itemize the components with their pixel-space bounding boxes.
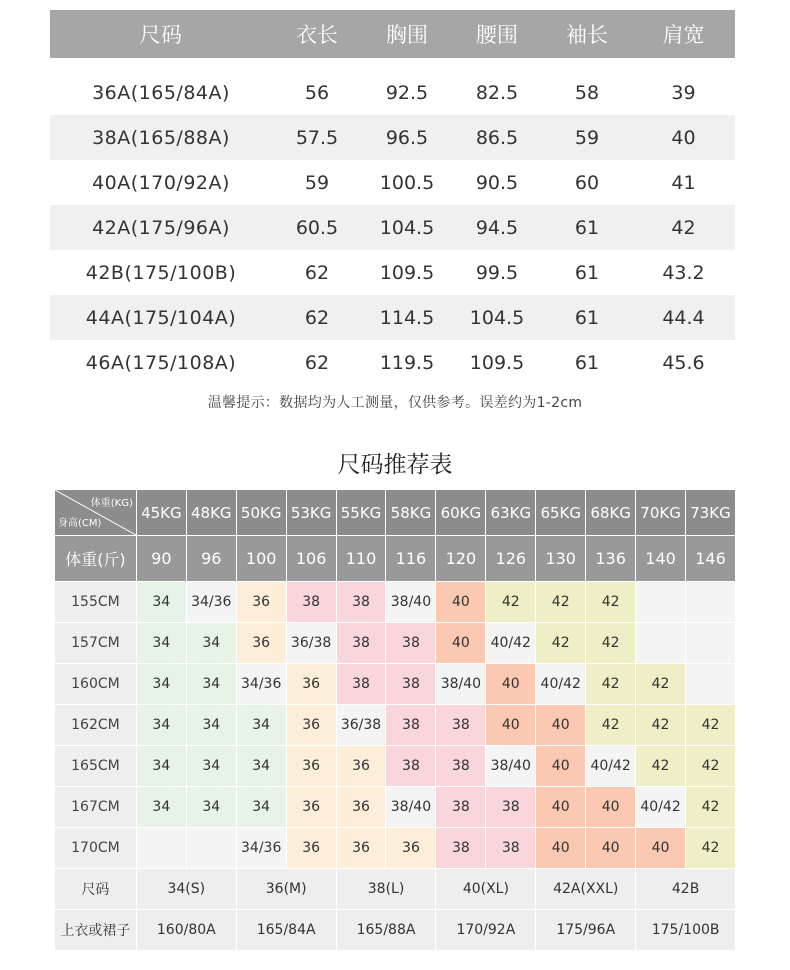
size-cell: 34/36 (237, 828, 287, 869)
measure-cell: 58 (574, 81, 600, 104)
size-cell: 38/40 (386, 582, 436, 623)
weight-jin-cell: 140 (636, 536, 686, 582)
size-code-cell: 40A(170/92A) (92, 171, 230, 194)
size-cell: 34 (137, 787, 187, 828)
weight-kg-cell: 53KG (287, 490, 337, 536)
size-cell: 36 (237, 623, 287, 664)
weight-jin-cell: 96 (187, 536, 237, 582)
weight-jin-cell: 146 (686, 536, 736, 582)
measure-cell: 42 (671, 216, 696, 239)
measure-cell: 60.5 (295, 216, 339, 239)
measure-cell: 43.2 (662, 261, 705, 284)
height-cell: 155CM (55, 582, 137, 623)
height-cell: 167CM (55, 787, 137, 828)
size-code-cell: 36A(165/84A) (92, 81, 230, 104)
weight-kg-cell: 63KG (486, 490, 536, 536)
size-cell: 36 (287, 705, 337, 746)
measure-cell: 41 (671, 171, 696, 194)
weight-kg-cell: 50KG (237, 490, 287, 536)
measure-cell: 62 (304, 261, 330, 284)
header-size: 尺码 (139, 23, 183, 47)
header-chest: 胸围 (386, 23, 428, 47)
recommend-row (55, 705, 736, 746)
top-size-cell: 165/84A (237, 910, 337, 951)
recommend-row (55, 828, 736, 869)
top-row-label: 上衣或裙子 (55, 910, 137, 951)
size-cell: 34 (187, 705, 237, 746)
recommend-row (55, 746, 736, 787)
size-table-row (50, 250, 735, 295)
size-cell: 42 (536, 623, 586, 664)
size-cell: 36 (337, 746, 387, 787)
size-cell (686, 664, 736, 705)
size-recommend-table (55, 490, 736, 951)
size-cell: 38 (337, 582, 387, 623)
size-code-cell: 42B(175/100B) (85, 261, 237, 284)
weight-kg-cell: 48KG (187, 490, 237, 536)
size-cell: 40 (486, 664, 536, 705)
size-cell: 38 (337, 664, 387, 705)
size-cell: 34 (237, 787, 287, 828)
size-cell: 38 (436, 787, 486, 828)
size-cell: 38 (386, 746, 436, 787)
size-cell: 38 (436, 828, 486, 869)
recommend-row (55, 582, 736, 623)
size-cell: 36 (337, 787, 387, 828)
size-cell: 40 (486, 705, 536, 746)
measure-cell: 114.5 (379, 306, 435, 329)
size-code-cell: 42A(175/96A) (92, 216, 230, 239)
size-cell: 36/38 (287, 623, 337, 664)
measure-cell: 99.5 (475, 261, 519, 284)
height-cell: 157CM (55, 623, 137, 664)
weight-kg-cell: 55KG (337, 490, 387, 536)
size-cell: 36/38 (337, 705, 387, 746)
header-waist: 腰围 (476, 23, 518, 47)
size-cell: 38 (436, 746, 486, 787)
size-cell: 42 (686, 828, 736, 869)
size-cell (686, 623, 736, 664)
weight-jin-cell: 116 (386, 536, 436, 582)
measure-cell: 86.5 (475, 126, 519, 149)
measure-cell: 100.5 (379, 171, 435, 194)
measure-cell: 39 (671, 81, 696, 104)
size-cell: 42 (686, 787, 736, 828)
height-cell: 170CM (55, 828, 137, 869)
measure-cell: 56 (304, 81, 330, 104)
measure-cell: 62 (304, 306, 330, 329)
size-cell: 34 (187, 787, 237, 828)
size-cell: 34 (137, 705, 187, 746)
size-cell: 34 (187, 746, 237, 787)
size-cell (636, 623, 686, 664)
measure-cell: 40 (671, 126, 696, 149)
weight-jin-row (55, 536, 736, 582)
corner-header (55, 490, 137, 536)
size-cell: 38/40 (486, 746, 536, 787)
recommend-body (55, 582, 736, 869)
size-cell: 40/42 (586, 746, 636, 787)
size-label-cell: 36(M) (237, 869, 337, 910)
weight-kg-row (55, 490, 736, 536)
top-size-cell: 175/100B (636, 910, 736, 951)
size-cell: 34 (237, 705, 287, 746)
size-cell: 34 (187, 664, 237, 705)
size-cell: 36 (386, 828, 436, 869)
size-cell: 40 (536, 787, 586, 828)
size-cell: 40 (536, 746, 586, 787)
size-code-cell: 38A(165/88A) (92, 126, 230, 149)
size-cell: 42 (686, 746, 736, 787)
weight-jin-cell: 126 (486, 536, 536, 582)
size-cell: 42 (586, 705, 636, 746)
size-cell: 40/42 (536, 664, 586, 705)
measure-cell: 61 (574, 261, 600, 284)
size-cell: 34 (137, 582, 187, 623)
jin-label: 体重(斤) (55, 536, 137, 582)
top-size-cell: 160/80A (137, 910, 237, 951)
weight-jin-cell: 106 (287, 536, 337, 582)
measure-cell: 45.6 (662, 351, 705, 374)
size-table-row (50, 160, 735, 205)
weight-kg-cell: 70KG (636, 490, 686, 536)
measure-cell: 96.5 (385, 126, 429, 149)
measure-cell: 94.5 (475, 216, 519, 239)
measure-cell: 57.5 (295, 126, 339, 149)
size-cell: 38 (386, 623, 436, 664)
size-cell: 42 (536, 582, 586, 623)
recommend-title: 尺码推荐表 (337, 452, 453, 478)
size-label-cell: 40(XL) (436, 869, 536, 910)
size-table-row (50, 205, 735, 250)
size-cell: 38 (486, 828, 536, 869)
size-cell: 34 (137, 664, 187, 705)
size-cell: 42 (586, 623, 636, 664)
weight-jin-cell: 100 (237, 536, 287, 582)
weight-jin-cell: 130 (536, 536, 586, 582)
size-cell: 40 (636, 828, 686, 869)
size-cell: 38 (386, 705, 436, 746)
size-cell: 34 (137, 746, 187, 787)
size-table-row (50, 115, 735, 160)
measure-cell: 59 (304, 171, 330, 194)
weight-jin-cell: 90 (137, 536, 187, 582)
height-cell: 162CM (55, 705, 137, 746)
size-measurement-table (50, 10, 735, 385)
header-length: 衣长 (296, 23, 338, 47)
size-cell: 40 (536, 705, 586, 746)
size-cell: 36 (287, 746, 337, 787)
header-sleeve: 袖长 (566, 23, 608, 47)
measure-cell: 61 (574, 351, 600, 374)
size-cell: 38 (337, 623, 387, 664)
size-cell: 40/42 (486, 623, 536, 664)
size-cell: 40/42 (636, 787, 686, 828)
recommend-row (55, 623, 736, 664)
size-cell: 42 (686, 705, 736, 746)
size-cell: 40 (586, 828, 636, 869)
size-cell: 40 (436, 582, 486, 623)
measure-cell: 44.4 (662, 306, 705, 329)
size-cell: 40 (436, 623, 486, 664)
measure-cell: 61 (574, 216, 600, 239)
size-cell: 34/36 (187, 582, 237, 623)
size-cell: 42 (586, 582, 636, 623)
recommend-row (55, 787, 736, 828)
top-size-row (55, 910, 736, 951)
measure-cell: 104.5 (379, 216, 435, 239)
size-cell: 42 (586, 664, 636, 705)
size-code-cell: 46A(175/108A) (85, 351, 237, 374)
size-label-cell: 42B (636, 869, 736, 910)
size-cell (636, 582, 686, 623)
size-cell: 38 (486, 787, 536, 828)
measure-cell: 60 (574, 171, 600, 194)
top-size-cell: 170/92A (436, 910, 536, 951)
recommend-row (55, 664, 736, 705)
measure-cell: 104.5 (469, 306, 525, 329)
size-cell: 40 (536, 828, 586, 869)
size-cell: 38 (436, 705, 486, 746)
size-cell: 34 (237, 746, 287, 787)
size-code-cell: 44A(175/104A) (85, 306, 237, 329)
size-cell: 34/36 (237, 664, 287, 705)
measure-cell: 61 (574, 306, 600, 329)
weight-kg-cell: 45KG (137, 490, 187, 536)
weight-kg-cell: 58KG (386, 490, 436, 536)
size-cell: 42 (636, 746, 686, 787)
measure-cell: 82.5 (475, 81, 519, 104)
size-cell (137, 828, 187, 869)
size-label-cell: 38(L) (337, 869, 437, 910)
size-cell: 38 (386, 664, 436, 705)
size-cell: 42 (486, 582, 536, 623)
weight-kg-cell: 65KG (536, 490, 586, 536)
size-table-row (50, 295, 735, 340)
size-row (55, 869, 736, 910)
size-cell: 36 (287, 664, 337, 705)
size-cell: 36 (237, 582, 287, 623)
top-size-cell: 165/88A (337, 910, 437, 951)
measure-cell: 62 (304, 351, 330, 374)
size-label-cell: 34(S) (137, 869, 237, 910)
size-cell: 34 (137, 623, 187, 664)
measurement-note: 温馨提示：数据均为人工测量，仅供参考。误差约为1-2cm (207, 395, 583, 411)
header-shoulder: 肩宽 (662, 23, 705, 47)
corner-height-label: 身高(CM) (58, 518, 102, 529)
measure-cell: 90.5 (475, 171, 519, 194)
measure-cell: 119.5 (379, 351, 435, 374)
corner-weight-label: 体重(KG) (90, 498, 133, 509)
size-cell: 40 (586, 787, 636, 828)
weight-kg-cell: 73KG (686, 490, 736, 536)
measure-cell: 109.5 (469, 351, 525, 374)
size-cell: 36 (287, 787, 337, 828)
weight-jin-cell: 110 (337, 536, 387, 582)
size-cell: 36 (287, 828, 337, 869)
size-cell: 34 (187, 623, 237, 664)
size-table-body (50, 70, 735, 385)
size-cell: 38 (287, 582, 337, 623)
size-row-label: 尺码 (55, 869, 137, 910)
size-table-header (50, 10, 735, 58)
weight-jin-cell: 120 (436, 536, 486, 582)
height-cell: 160CM (55, 664, 137, 705)
size-label-cell: 42A(XXL) (536, 869, 636, 910)
weight-kg-cell: 68KG (586, 490, 636, 536)
size-cell: 38/40 (386, 787, 436, 828)
size-cell: 42 (636, 664, 686, 705)
measure-cell: 59 (574, 126, 600, 149)
size-table-row (50, 70, 735, 115)
size-cell (686, 582, 736, 623)
weight-kg-cell: 60KG (436, 490, 486, 536)
measure-cell: 92.5 (385, 81, 429, 104)
measure-cell: 109.5 (379, 261, 435, 284)
height-cell: 165CM (55, 746, 137, 787)
size-cell: 42 (636, 705, 686, 746)
size-table-row (50, 340, 735, 385)
top-size-cell: 175/96A (536, 910, 636, 951)
weight-jin-cell: 136 (586, 536, 636, 582)
size-cell: 36 (337, 828, 387, 869)
size-cell: 38/40 (436, 664, 486, 705)
size-cell (187, 828, 237, 869)
